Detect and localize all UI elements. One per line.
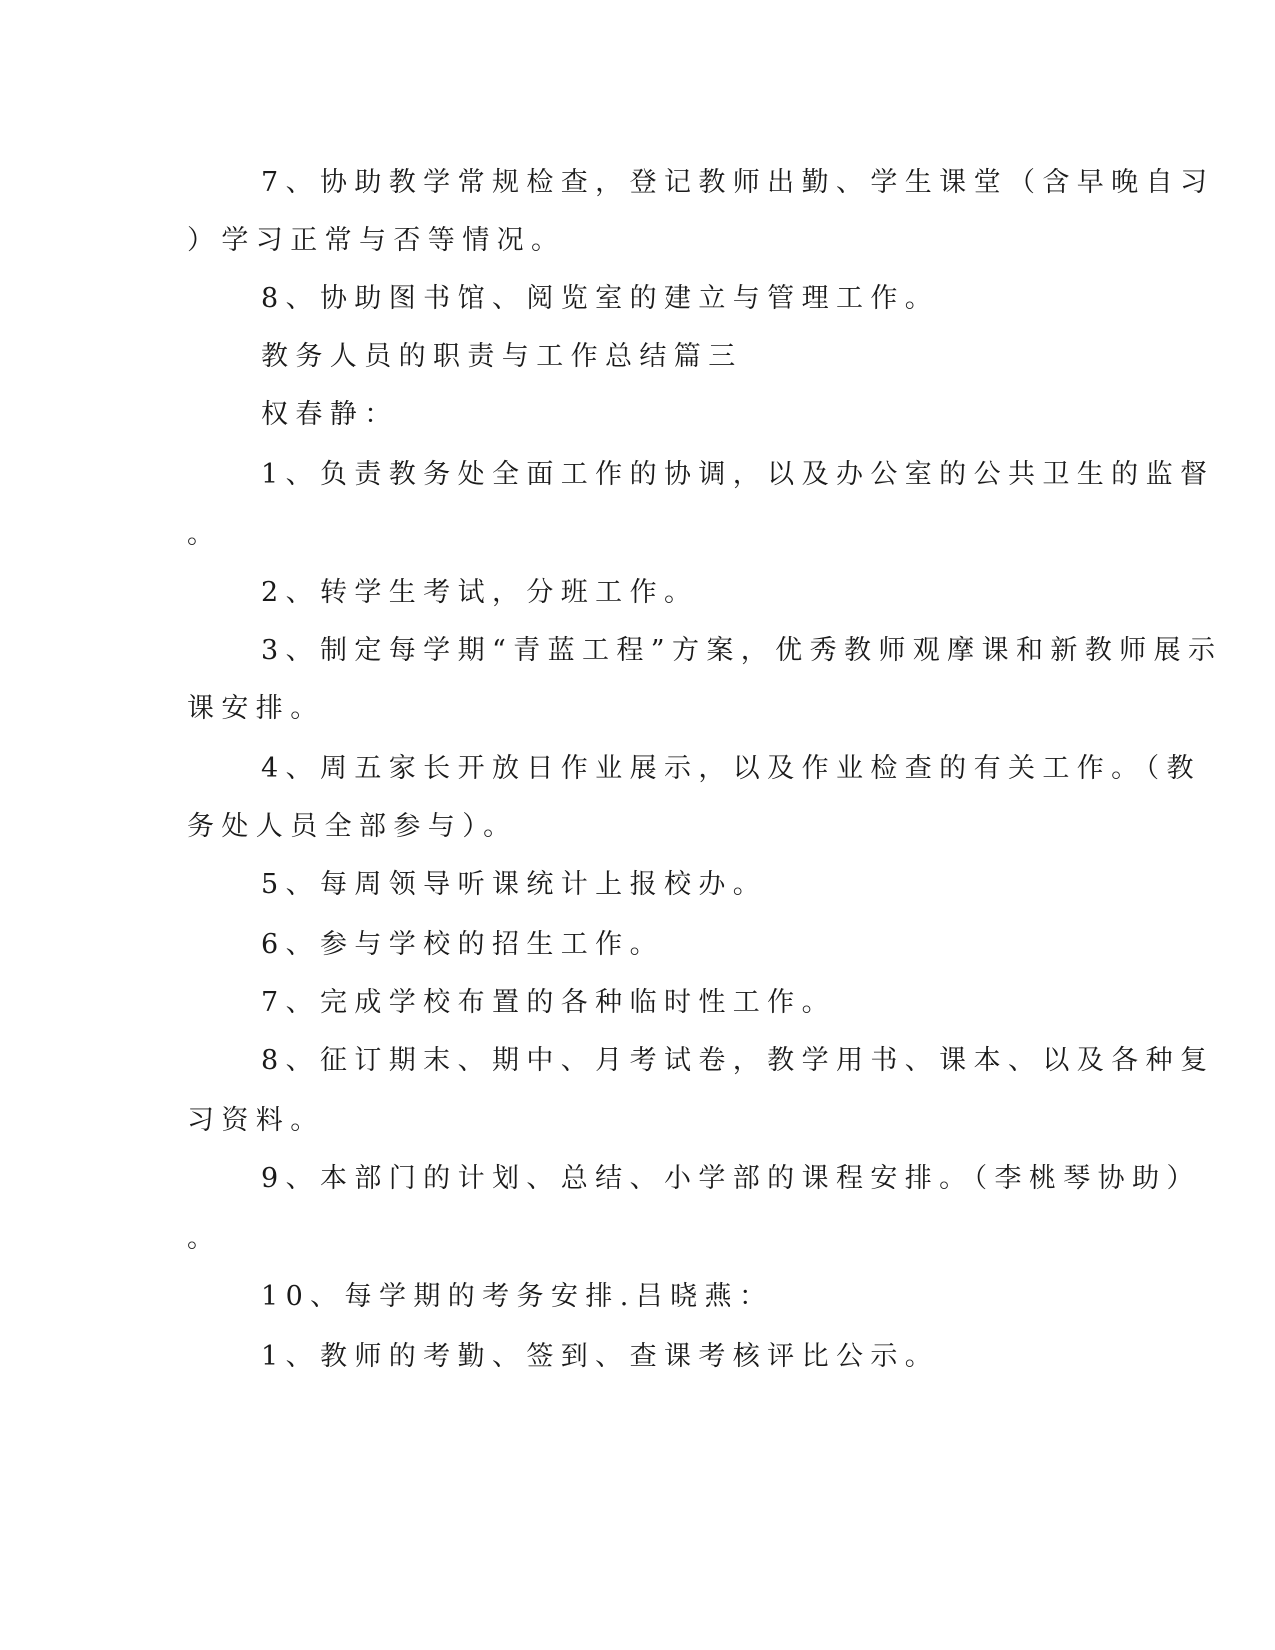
paragraph-line: 。 — [187, 1223, 222, 1254]
paragraph-line: 5、每周领导听课统计上报校办。 — [261, 869, 768, 900]
paragraph-line: 3、制定每学期“青蓝工程”方案，优秀教师观摩课和新教师展示 — [261, 635, 1223, 666]
section-heading: 教务人员的职责与工作总结篇三 — [261, 341, 743, 372]
paragraph-line: 务处人员全部参与）。 — [187, 811, 518, 842]
paragraph-line: ）学习正常与否等情况。 — [187, 225, 566, 256]
paragraph-line: 4、周五家长开放日作业展示，以及作业检查的有关工作。（教 — [261, 753, 1201, 784]
paragraph-line: 6、参与学校的招生工作。 — [261, 929, 664, 960]
paragraph-line: 习资料。 — [187, 1105, 325, 1136]
paragraph-line: 9、本部门的计划、总结、小学部的课程安排。（李桃琴协助） — [261, 1163, 1201, 1194]
paragraph-line: 1、负责教务处全面工作的协调，以及办公室的公共卫生的监督 — [261, 459, 1215, 490]
paragraph-line: 8、征订期末、期中、月考试卷，教学用书、课本、以及各种复 — [261, 1045, 1215, 1076]
paragraph-line: 1、教师的考勤、签到、查课考核评比公示。 — [261, 1341, 940, 1372]
paragraph-line: 10、每学期的考务安排.吕晓燕： — [261, 1281, 774, 1312]
paragraph-line: 课安排。 — [187, 693, 325, 724]
person-name: 权春静： — [261, 399, 399, 430]
paragraph-line: 7、完成学校布置的各种临时性工作。 — [261, 987, 836, 1018]
paragraph-line: 。 — [187, 519, 222, 550]
paragraph-line: 7、协助教学常规检查，登记教师出勤、学生课堂（含早晚自习 — [261, 167, 1215, 198]
paragraph-line: 2、转学生考试，分班工作。 — [261, 577, 699, 608]
paragraph-line: 8、协助图书馆、阅览室的建立与管理工作。 — [261, 283, 940, 314]
